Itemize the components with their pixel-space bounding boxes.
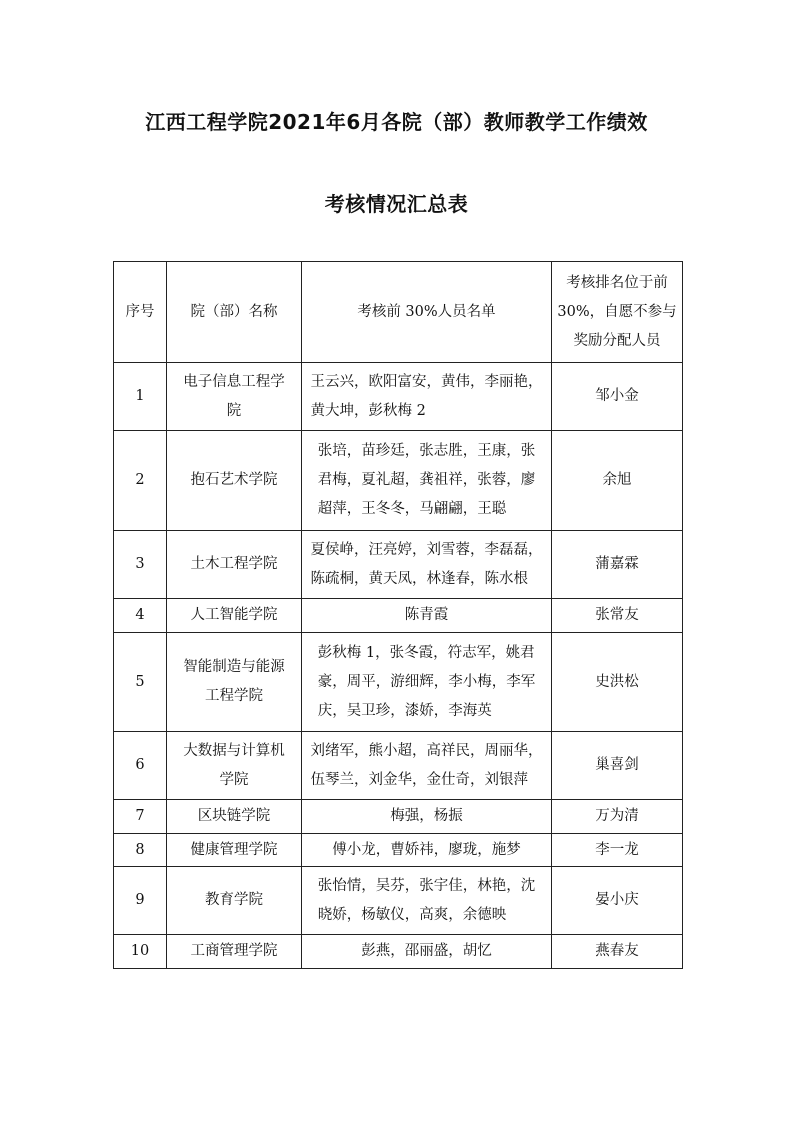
- table-row: [114, 633, 683, 732]
- cell-dept: 健康管理学院: [167, 834, 302, 867]
- document-title-line-2: 考核情况汇总表: [324, 192, 469, 216]
- cell-dept: 工商管理学院: [167, 935, 302, 969]
- cell-dept: 土木工程学院: [167, 531, 302, 599]
- table-header-row: [114, 262, 683, 363]
- cell-seq: 1: [114, 363, 167, 431]
- cell-top30: 傅小龙，曹娇祎，廖珑，施梦: [302, 834, 552, 867]
- cell-dept: 大数据与计算机 学院: [167, 732, 302, 800]
- cell-top30: 彭燕，邵丽盛，胡忆: [302, 935, 552, 969]
- cell-top30: 夏侯峥，汪亮婷，刘雪蓉，李磊磊， 陈疏桐，黄天凤，林逢春，陈水根: [302, 531, 552, 599]
- table-row: [114, 800, 683, 834]
- cell-top30: 张培，苗珍廷，张志胜，王康，张 君梅，夏礼超，龚祖祥，张蓉，廖 超萍，王冬冬，马翩翩，王聪: [302, 431, 552, 531]
- cell-top30: 陈青霞: [302, 599, 552, 633]
- cell-declined: 晏小庆: [552, 867, 683, 935]
- header-seq: 序号: [114, 262, 167, 363]
- cell-dept: 智能制造与能源 工程学院: [167, 633, 302, 732]
- cell-seq: 9: [114, 867, 167, 935]
- cell-declined: 邹小金: [552, 363, 683, 431]
- header-declined: 考核排名位于前 30%，自愿不参与 奖励分配人员: [552, 262, 683, 363]
- cell-dept: 教育学院: [167, 867, 302, 935]
- table-row: [114, 834, 683, 867]
- table-row: [114, 935, 683, 969]
- cell-seq: 6: [114, 732, 167, 800]
- cell-seq: 5: [114, 633, 167, 732]
- cell-declined: 万为清: [552, 800, 683, 834]
- performance-summary-table: [113, 261, 683, 969]
- cell-seq: 2: [114, 431, 167, 531]
- cell-seq: 3: [114, 531, 167, 599]
- cell-top30: 梅强，杨振: [302, 800, 552, 834]
- cell-top30: 张怡情，吴芬，张宇佳，林艳，沈 晓娇，杨敏仪，高爽，余德映: [302, 867, 552, 935]
- cell-seq: 8: [114, 834, 167, 867]
- cell-declined: 燕春友: [552, 935, 683, 969]
- cell-declined: 李一龙: [552, 834, 683, 867]
- table-row: [114, 531, 683, 599]
- header-top30: 考核前 30%人员名单: [302, 262, 552, 363]
- cell-declined: 巢喜剑: [552, 732, 683, 800]
- header-dept: 院（部）名称: [167, 262, 302, 363]
- table-row: [114, 732, 683, 800]
- table-row: [114, 431, 683, 531]
- table-row: [114, 363, 683, 431]
- cell-dept: 人工智能学院: [167, 599, 302, 633]
- cell-top30: 刘绪军，熊小超，高祥民，周丽华， 伍琴兰，刘金华，金仕奇，刘银萍: [302, 732, 552, 800]
- cell-declined: 余旭: [552, 431, 683, 531]
- cell-top30: 彭秋梅 1，张冬霞，符志军，姚君 豪，周平，游细辉，李小梅，李军 庆，吴卫珍，漆娇，李海英: [302, 633, 552, 732]
- cell-declined: 张常友: [552, 599, 683, 633]
- table-row: [114, 599, 683, 633]
- cell-dept: 电子信息工程学 院: [167, 363, 302, 431]
- cell-seq: 10: [114, 935, 167, 969]
- cell-seq: 4: [114, 599, 167, 633]
- cell-declined: 蒲嘉霖: [552, 531, 683, 599]
- cell-declined: 史洪松: [552, 633, 683, 732]
- table-row: [114, 867, 683, 935]
- cell-dept: 区块链学院: [167, 800, 302, 834]
- cell-dept: 抱石艺术学院: [167, 431, 302, 531]
- cell-seq: 7: [114, 800, 167, 834]
- document-title-line-1: 江西工程学院2021年6月各院（部）教师教学工作绩效: [145, 110, 648, 134]
- cell-top30: 王云兴，欧阳富安，黄伟，李丽艳， 黄大坤，彭秋梅 2: [302, 363, 552, 431]
